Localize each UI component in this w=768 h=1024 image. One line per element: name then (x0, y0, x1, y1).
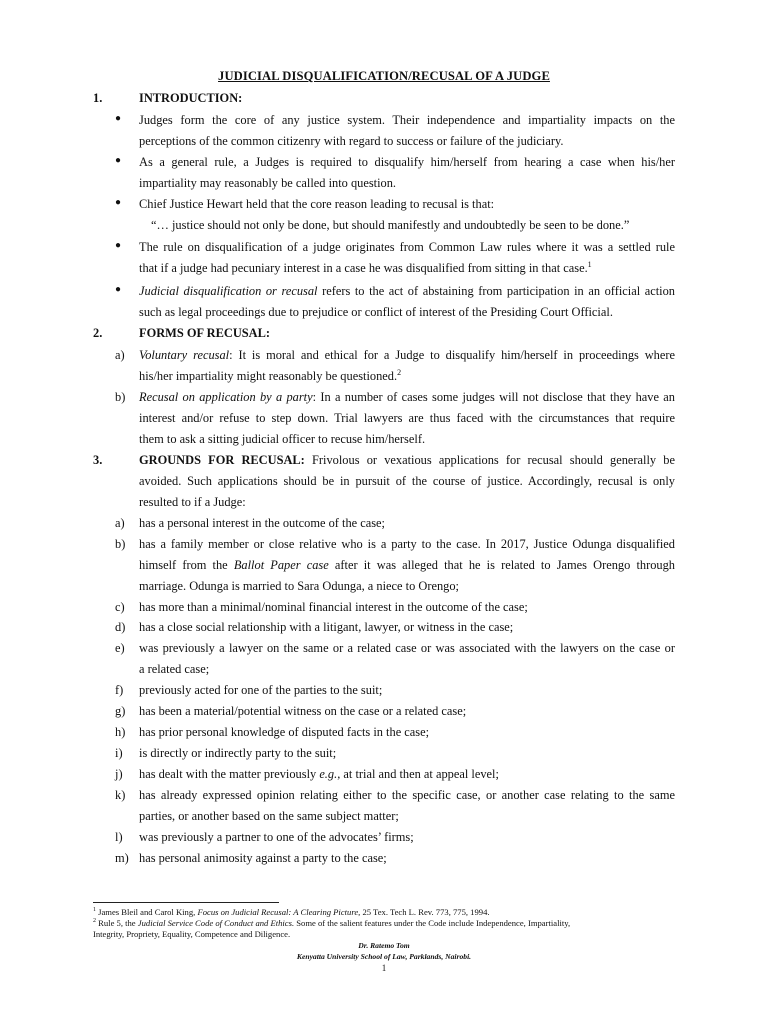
ground-label-e: e) (115, 641, 125, 655)
hewart-quote: “… justice should not only be done, but should manifestly and undoubtedly be seen to be done.” (151, 218, 630, 232)
party-recusal-line-2: interest and/or refuse to step down. Trial lawyers are thus faced with the circumstances that require (139, 411, 675, 425)
voluntary-recusal-term: Voluntary recusal (139, 348, 230, 362)
footnote-ref-1[interactable]: 1 (587, 259, 592, 269)
ground-label-l: l) (115, 830, 123, 844)
ground-e-line-1: was previously a lawyer on the same or a related case or was associated with the lawyers on the case or (139, 641, 675, 655)
ground-h: has prior personal knowledge of disputed facts in the case; (139, 725, 430, 739)
intro-bullet-4-line-2 (139, 261, 592, 276)
bullet-icon: ● (115, 197, 122, 208)
ground-label-c: c) (115, 600, 125, 614)
ground-b-line-2 (139, 558, 675, 573)
ground-m: has personal animosity against a party to the case; (139, 851, 387, 865)
ground-f: previously acted for one of the parties to the suit; (139, 683, 383, 697)
bullet-icon: ● (115, 155, 122, 166)
ground-k-line-1: has already expressed opinion relating either to the specific case, or another case relating to the same (139, 788, 675, 802)
author-affiliation: Kenyatta University School of Law, Parklands, Nairobi. (296, 952, 472, 961)
intro-bullet-5-line-2: such as legal proceedings due to prejudice or conflict of interest of the Presiding Court Official. (139, 305, 613, 319)
recusal-definition: refers to the act of abstaining from participation in an official action (317, 284, 675, 298)
footnote-2-pre: Rule 5, the (96, 918, 138, 928)
ground-label-d: d) (115, 620, 126, 634)
list-label-b: b) (115, 390, 126, 404)
document-title: JUDICIAL DISQUALIFICATION/RECUSAL OF A JUDGE (218, 69, 550, 83)
section-2-number: 2. (93, 326, 103, 340)
ground-label-g: g) (115, 704, 126, 718)
ground-label-j: j) (115, 767, 123, 781)
section-3-number: 3. (93, 453, 103, 467)
party-recusal-text: : In a number of cases some judges will not disclose that they have an (312, 390, 675, 404)
ground-a: has a personal interest in the outcome of the case; (139, 516, 386, 530)
ground-i: is directly or indirectly party to the suit; (139, 746, 337, 760)
voluntary-recusal-line-1 (139, 348, 675, 363)
author-name: Dr. Ratemo Tom (358, 941, 410, 950)
footnote-2-text: Some of the salient features under the Code include Independence, Impartiality, (294, 918, 571, 928)
section-3-line-3: resulted to if a Judge: (139, 495, 246, 509)
footnote-2-line-2: Integrity, Propriety, Equality, Competence and Diligence. (93, 929, 291, 939)
recusal-term: Judicial disqualification or recusal (139, 284, 318, 298)
section-3-intro: Frivolous or vexatious applications for recusal should generally be (304, 453, 676, 467)
intro-bullet-3-line-1: Chief Justice Hewart held that the core reason leading to recusal is that: (139, 197, 495, 211)
footnote-1-number: 1 (93, 907, 96, 914)
party-recusal-line-1 (139, 390, 675, 405)
bullet-icon: ● (115, 284, 122, 295)
ground-j-pre: has dealt with the matter previously (139, 767, 320, 781)
ground-label-a: a) (115, 516, 125, 530)
ground-label-m: m) (115, 851, 129, 865)
list-label-a: a) (115, 348, 125, 362)
intro-bullet-4-text: that if a judge had pecuniary interest in a case he was disqualified from sitting in that case. (139, 261, 588, 275)
intro-bullet-1-line-1: Judges form the core of any justice system. Their independence and impartiality impacts on the (139, 113, 675, 127)
footnote-1 (93, 907, 677, 918)
footnote-2-title: Judicial Service Code of Conduct and Ethics. (137, 918, 295, 928)
voluntary-recusal-text: : It is moral and ethical for a Judge to disqualify him/herself in proceedings where (229, 348, 676, 362)
eg-abbrev: e.g., (319, 767, 341, 781)
voluntary-recusal-line-2 (139, 369, 401, 384)
footnote-1-title: Focus on Judicial Recusal: A Clearing Picture (197, 907, 359, 917)
ground-label-h: h) (115, 725, 126, 739)
footnote-2-number: 2 (93, 918, 96, 925)
ground-b-line-1: has a family member or close relative who is a party to the case. In 2017, Justice Odunga disqualified (139, 537, 675, 551)
ground-c: has more than a minimal/nominal financial interest in the outcome of the case; (139, 600, 528, 614)
section-3-line-1 (139, 453, 675, 468)
bullet-icon: ● (115, 113, 122, 124)
section-1-number: 1. (93, 91, 103, 105)
ground-e-line-2: a related case; (139, 662, 210, 676)
ballot-paper-case: Ballot Paper case (233, 558, 329, 572)
ground-g: has been a material/potential witness on the case or a related case; (139, 704, 467, 718)
ground-label-k: k) (115, 788, 126, 802)
footnote-separator (93, 902, 279, 903)
footnote-ref-2[interactable]: 2 (397, 367, 402, 377)
ground-b-post: after it was alleged that he is related to James Orengo through (328, 558, 676, 572)
section-1-heading: INTRODUCTION: (139, 91, 243, 105)
ground-label-i: i) (115, 746, 123, 760)
footnote-2 (93, 918, 677, 929)
party-recusal-line-3: them to ask a sitting judicial officer to recuse him/herself. (139, 432, 426, 446)
section-3-line-2: avoided. Such applications should be in pursuit of the course of justice. Accordingly, recusal is only (139, 474, 675, 488)
intro-bullet-5-line-1 (139, 284, 675, 299)
ground-j-post: at trial and then at appeal level; (340, 767, 499, 781)
intro-bullet-4-line-1: The rule on disqualification of a judge originates from Common Law rules where it was a settled rule (139, 240, 675, 254)
section-3-heading: GROUNDS FOR RECUSAL: (139, 453, 305, 467)
voluntary-recusal-text-2: his/her impartiality might reasonably be questioned. (139, 369, 398, 383)
ground-label-b: b) (115, 537, 126, 551)
ground-label-f: f) (115, 683, 124, 697)
party-recusal-term: Recusal on application by a party (139, 390, 313, 404)
intro-bullet-2-line-2: impartiality may reasonably be called into question. (139, 176, 397, 190)
ground-j (139, 767, 675, 782)
section-2-heading: FORMS OF RECUSAL: (139, 326, 271, 340)
ground-l: was previously a partner to one of the advocates’ firms; (139, 830, 414, 844)
intro-bullet-2-line-1: As a general rule, a Judges is required to disqualify him/herself from hearing a case when his/her (139, 155, 675, 169)
footnote-1-pre: James Bleil and Carol King, (96, 907, 198, 917)
ground-d: has a close social relationship with a litigant, lawyer, or witness in the case; (139, 620, 514, 634)
intro-bullet-1-line-2: perceptions of the common citizenry with regard to success or failure of the judiciary. (139, 134, 564, 148)
ground-k-line-2: parties, or another based on the same subject matter; (139, 809, 399, 823)
bullet-icon: ● (115, 240, 122, 251)
footnote-1-citation: , 25 Tex. Tech L. Rev. 773, 775, 1994. (358, 907, 490, 917)
ground-b-line-3: marriage. Odunga is married to Sara Odunga, a niece to Orengo; (139, 579, 459, 593)
ground-b-pre: himself from the (139, 558, 234, 572)
page-number: 1 (381, 963, 387, 973)
